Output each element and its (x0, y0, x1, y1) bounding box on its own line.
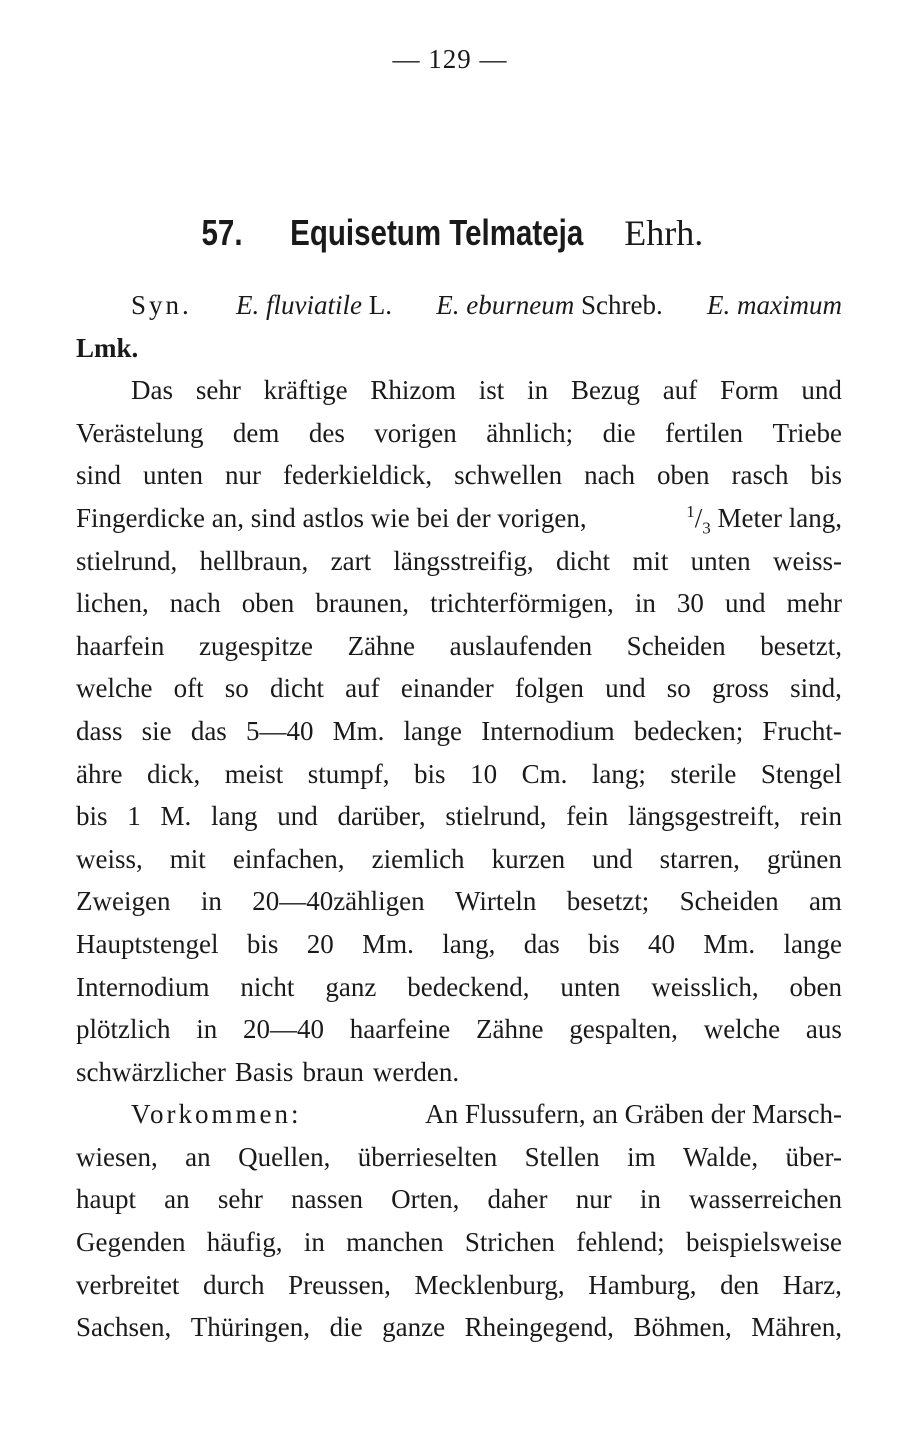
word: mit (169, 843, 206, 874)
word: Das (131, 375, 173, 406)
word: und (724, 588, 766, 619)
synonym-1 (236, 284, 392, 327)
word: einfachen, (232, 843, 345, 874)
word: das (523, 928, 560, 959)
word: Mähren, (751, 1312, 842, 1343)
word: Mm. (362, 928, 414, 959)
species-name: Equisetum Telmateja (289, 212, 584, 253)
word: braunen, (315, 588, 410, 619)
word: gross (711, 673, 769, 704)
word: auf (662, 375, 698, 406)
word: kurzen (491, 843, 566, 874)
word: 1 (127, 801, 141, 832)
synonym-3-author: Lmk. (76, 332, 139, 363)
word: Internodium (76, 971, 210, 1002)
desc-line (76, 1051, 842, 1094)
word: über- (785, 1141, 842, 1172)
word: Scheiden (679, 886, 779, 917)
species-number: 57. (201, 212, 243, 253)
word: weisslich, (651, 971, 759, 1002)
word: bis (76, 801, 108, 832)
word: rasch (731, 460, 789, 491)
fraction: $^1/_3$ Meter lang, (686, 501, 842, 538)
word: dicht (269, 673, 324, 704)
word: haarfeine (349, 1014, 451, 1045)
word: oben (657, 460, 710, 491)
word: schwellen (454, 460, 563, 491)
word: 40 (648, 928, 676, 959)
word: längsgestreift, (628, 801, 781, 832)
word: sehr (217, 1184, 263, 1215)
synonym-2-author: Schreb. (581, 290, 663, 320)
word: häufig, (206, 1227, 283, 1258)
word: fein (566, 801, 609, 832)
word: Zweigen (76, 886, 171, 917)
word: haupt (76, 1184, 136, 1215)
word: Gegenden (76, 1227, 186, 1258)
word: beispielsweise (685, 1227, 842, 1258)
synonyms-line (76, 284, 842, 327)
word: 10 (470, 758, 498, 789)
word: Böhmen, (633, 1312, 732, 1343)
word: oben (241, 588, 295, 619)
word: grünen (766, 843, 842, 874)
desc-line-fraction (76, 497, 842, 540)
word: Orten, (391, 1184, 460, 1215)
word: die (329, 1312, 363, 1343)
word: oben (789, 971, 842, 1002)
fraction-denominator: 3 (702, 518, 711, 538)
word: meist (224, 758, 284, 789)
word: mehr (786, 588, 842, 619)
word: nur (224, 460, 261, 491)
word: welche (703, 1014, 781, 1045)
desc-line (76, 880, 842, 923)
word: und (801, 375, 842, 406)
synonyms-line-2 (76, 327, 842, 370)
word: ziemlich (371, 843, 465, 874)
word: Zähne (475, 1014, 544, 1045)
word: durch (203, 1269, 265, 1300)
synonym-2-name: E. eburneum (436, 290, 575, 320)
word: lang (210, 801, 258, 832)
word: Preussen, (288, 1269, 391, 1300)
word: das (190, 715, 227, 746)
word: Internodium (481, 715, 615, 746)
desc-line (76, 753, 842, 796)
word: weiss, (76, 843, 143, 874)
word: auf (345, 673, 380, 704)
word: lang; (591, 758, 646, 789)
word: besetzt, (760, 630, 842, 661)
word: besetzt; (566, 886, 650, 917)
word: sie (141, 715, 172, 746)
word: Sachsen, (76, 1312, 172, 1343)
word: daher (487, 1184, 548, 1215)
synonym-1-name: E. fluviatile (236, 290, 363, 320)
occurrence-line (76, 1264, 842, 1307)
word: lange (783, 928, 842, 959)
word: bis (246, 928, 279, 959)
word: bis (588, 928, 620, 959)
word: Rheingegend, (464, 1312, 614, 1343)
word: nassen (290, 1184, 363, 1215)
page-number: — 129 — (392, 44, 508, 74)
word: einander (400, 673, 494, 704)
word: fehlend; (576, 1227, 665, 1258)
desc-line (76, 667, 842, 710)
word: sind, (790, 673, 842, 704)
desc-line (76, 966, 842, 1009)
word: nur (575, 1184, 612, 1215)
word: nicht (240, 971, 295, 1002)
desc-line (76, 838, 842, 881)
word: so (666, 673, 691, 704)
word: dem (232, 417, 280, 448)
synonym-3-name: E. maximum (707, 290, 842, 320)
word: wiesen, (76, 1141, 158, 1172)
synonyms-label: Syn. (131, 290, 192, 320)
word: Quellen, (238, 1141, 331, 1172)
word: in (200, 886, 222, 917)
word: bedeckend, (407, 971, 530, 1002)
word: Harz, (782, 1269, 842, 1300)
word: aus (805, 1014, 842, 1045)
word: sehr (195, 375, 241, 406)
word: dick, (146, 758, 201, 789)
fraction-after: Meter lang, (717, 502, 842, 533)
occurrence-line (76, 1306, 842, 1349)
word: in (634, 588, 656, 619)
word: weiss- (772, 545, 842, 576)
word: verbreitet (76, 1269, 180, 1300)
word: Thüringen, (190, 1312, 311, 1343)
occurrence-line (76, 1136, 842, 1179)
word: längsstreifig, (393, 545, 534, 576)
word: haarfein (76, 630, 165, 661)
word: zart (330, 545, 372, 576)
word: ähnlich; (486, 417, 574, 448)
word: am (808, 886, 842, 917)
word: in (639, 1184, 661, 1215)
word: unten (560, 971, 621, 1002)
word: Wirteln (455, 886, 537, 917)
desc-line (76, 1008, 842, 1051)
word: Bezug (570, 375, 640, 406)
word: darüber, (337, 801, 426, 832)
fraction-numerator: 1 (686, 501, 695, 521)
desc-line (76, 710, 842, 753)
word: kräftige (263, 375, 348, 406)
word: in (527, 375, 549, 406)
word: Strichen (464, 1227, 555, 1258)
word: sterile (670, 758, 737, 789)
species-heading (0, 212, 900, 254)
word: Verästelung (76, 417, 204, 448)
word: Stengel (760, 758, 842, 789)
word: überrieselten (357, 1141, 498, 1172)
word: rein (799, 801, 842, 832)
word: bis (810, 460, 842, 491)
word: Basis (234, 1056, 294, 1087)
word: zugespitze (199, 630, 313, 661)
word: bis (414, 758, 446, 789)
word: unten (143, 460, 203, 491)
word: und (605, 673, 646, 704)
word: plötzlich (76, 1014, 171, 1045)
word: und (592, 843, 633, 874)
desc-line (76, 625, 842, 668)
word: an (185, 1141, 211, 1172)
desc-line (76, 454, 842, 497)
word: Zähne (347, 630, 416, 661)
word: ganz (325, 971, 377, 1002)
word: Frucht- (762, 715, 842, 746)
word: so (224, 673, 249, 704)
word: hellbraun, (199, 545, 309, 576)
word: auslaufenden (449, 630, 593, 661)
word: Hamburg, (588, 1269, 697, 1300)
word: Rhizom (370, 375, 456, 406)
word: und (277, 801, 318, 832)
word: Scheiden (626, 630, 726, 661)
word: schwärzlicher (76, 1056, 226, 1087)
text-body (76, 284, 842, 1349)
word: starren, (659, 843, 740, 874)
word: ähre (76, 758, 123, 789)
word: sind (76, 460, 122, 491)
word: 30 (676, 588, 704, 619)
word: dicht (555, 545, 610, 576)
word: im (627, 1141, 656, 1172)
word: Mecklenburg, (414, 1269, 565, 1300)
word: an (164, 1184, 190, 1215)
word: Cm. (521, 758, 568, 789)
occurrence-line (76, 1221, 842, 1264)
word: unten (690, 545, 751, 576)
word: die (602, 417, 636, 448)
word: welche (76, 673, 153, 704)
word: ist (478, 375, 505, 406)
word: Hauptstengel (76, 928, 219, 959)
word: manchen (346, 1227, 444, 1258)
word: M. (160, 801, 192, 832)
word: 5—40 (245, 715, 314, 746)
word: fertilen (665, 417, 744, 448)
desc-line (76, 923, 842, 966)
occurrence-line-first (76, 1093, 842, 1136)
word: stielrund, (445, 801, 547, 832)
word: folgen (514, 673, 584, 704)
desc-line (76, 412, 842, 455)
word: des (308, 417, 345, 448)
word: mit (632, 545, 669, 576)
word: lang, (442, 928, 496, 959)
word: Mm. (332, 715, 385, 746)
word: nach (169, 588, 221, 619)
word: oft (173, 673, 204, 704)
word: Walde, (683, 1141, 759, 1172)
desc-line (76, 540, 842, 583)
species-author: Ehrh. (624, 213, 704, 253)
word: Form (720, 375, 779, 406)
word: lichen, (76, 588, 149, 619)
synonym-1-author: L. (368, 290, 393, 320)
desc-line (76, 369, 842, 412)
desc-line-text: Fingerdicke an, sind astlos wie bei der vorigen, (76, 502, 587, 533)
word: den (720, 1269, 760, 1300)
occurrence-line (76, 1178, 842, 1221)
word: dass (76, 715, 123, 746)
word: gespalten, (569, 1014, 678, 1045)
word: in (303, 1227, 325, 1258)
desc-line (76, 582, 842, 625)
word: nach (584, 460, 636, 491)
occurrence-text: An Flussufern, an Gräben der Marsch- (425, 1099, 842, 1130)
desc-line (76, 795, 842, 838)
word: bedecken; (633, 715, 744, 746)
word: Stellen (524, 1141, 600, 1172)
word: trichterförmigen, (430, 588, 614, 619)
word: 20—40zähligen (252, 886, 425, 917)
word: werden. (372, 1056, 460, 1087)
word: lange (403, 715, 463, 746)
occurrence-label: Vorkommen: (131, 1099, 302, 1130)
word: in (196, 1014, 218, 1045)
word: 20 (306, 928, 334, 959)
word: stielrund, (76, 545, 178, 576)
word: 20—40 (243, 1014, 325, 1045)
word: vorigen (374, 417, 457, 448)
word: ganze (382, 1312, 446, 1343)
word: braun (302, 1056, 364, 1087)
synonym-2 (436, 284, 662, 327)
word: Triebe (772, 417, 842, 448)
word: wasserreichen (689, 1184, 842, 1215)
word: federkieldick, (282, 460, 433, 491)
word: Mm. (703, 928, 756, 959)
word: stumpf, (307, 758, 390, 789)
